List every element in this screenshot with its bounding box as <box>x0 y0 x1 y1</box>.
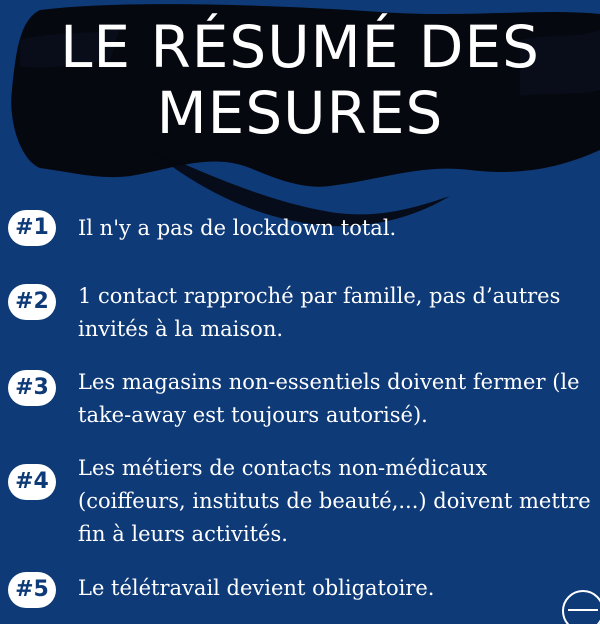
measure-text: Les magasins non-essentiels doivent fermer (le take-away est toujours autorisé). <box>78 370 580 427</box>
number-badge: #4 <box>8 464 56 500</box>
measure-text: Le télétravail devient obligatoire. <box>78 576 435 600</box>
circle-icon <box>560 588 600 624</box>
number-badge: #5 <box>8 572 56 608</box>
number-badge: #2 <box>8 284 56 320</box>
number-badge: #1 <box>8 210 56 246</box>
measure-text: 1 contact rapproché par famille, pas d’autres invités à la maison. <box>78 284 561 341</box>
title-line-2: MESURES <box>156 79 444 147</box>
number-badge: #3 <box>8 370 56 406</box>
title-line-1: LE RÉSUMÉ DES <box>60 13 540 81</box>
page-title <box>0 14 600 146</box>
measure-text: Les métiers de contacts non-médicaux (coiffeurs, instituts de beauté,...) doivent mettre fin à leurs activités. <box>78 456 591 546</box>
measure-text: Il n'y a pas de lockdown total. <box>78 216 397 240</box>
